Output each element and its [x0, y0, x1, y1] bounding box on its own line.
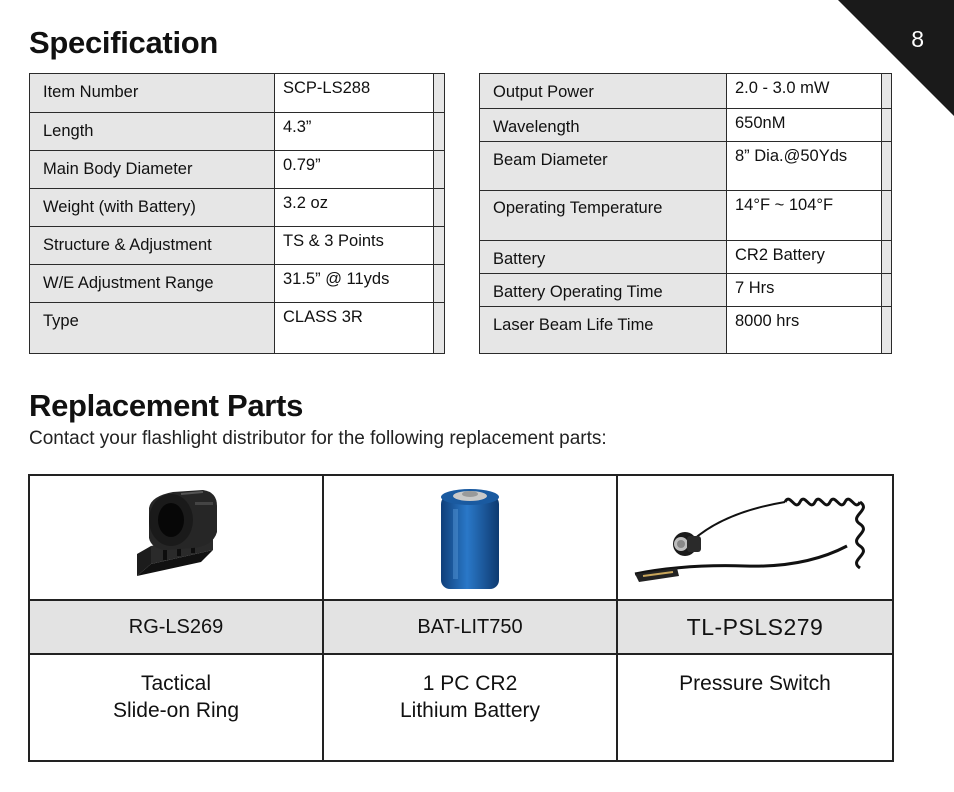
pressure-switch-image: [625, 488, 885, 588]
spec-value: 14°F ~ 104°F: [727, 191, 882, 241]
spec-value: CLASS 3R: [275, 303, 434, 354]
spec-cell-edge: [882, 307, 892, 354]
spec-cell-edge: [434, 74, 445, 113]
spec-value: CR2 Battery: [727, 241, 882, 274]
part-description-line: Slide-on Ring: [112, 699, 240, 722]
spec-label: Weight (with Battery): [30, 189, 275, 227]
spec-table-right: [479, 73, 892, 354]
spec-label: Item Number: [30, 74, 275, 113]
replacement-parts-title: Replacement Parts: [29, 388, 304, 423]
spec-label: W/E Adjustment Range: [30, 265, 275, 303]
spec-row: [480, 142, 892, 191]
slide-on-ring-image: [121, 488, 231, 588]
specification-title: Specification: [29, 25, 219, 60]
page-number: 8: [911, 26, 924, 52]
spec-row: [30, 303, 445, 354]
spec-value: 7 Hrs: [727, 274, 882, 307]
spec-label: Operating Temperature: [480, 191, 727, 241]
part-description-line: Lithium Battery: [399, 699, 541, 722]
spec-label: Battery Operating Time: [480, 274, 727, 307]
part-description: [323, 654, 617, 761]
part-description-line: Tactical: [140, 672, 212, 695]
spec-label: Battery: [480, 241, 727, 274]
spec-value: 31.5” @ 11yds: [275, 265, 434, 303]
spec-cell-edge: [882, 109, 892, 142]
part-description: [617, 654, 893, 761]
spec-row: [30, 74, 445, 113]
part-description-line: Pressure Switch: [679, 672, 831, 695]
spec-value: 3.2 oz: [275, 189, 434, 227]
replacement-parts-table: [28, 474, 894, 762]
spec-value: 8” Dia.@50Yds: [727, 142, 882, 191]
spec-cell-edge: [882, 191, 892, 241]
spec-cell-edge: [434, 189, 445, 227]
spec-label: Length: [30, 113, 275, 151]
part-code: TL-PSLS279: [617, 600, 893, 654]
spec-label: Structure & Adjustment: [30, 227, 275, 265]
spec-cell-edge: [882, 142, 892, 191]
spec-row: [480, 307, 892, 354]
spec-value: 650nM: [727, 109, 882, 142]
spec-row: [480, 191, 892, 241]
spec-value: SCP-LS288: [275, 74, 434, 113]
spec-row: [480, 74, 892, 109]
spec-row: [30, 265, 445, 303]
part-code: BAT-LIT750: [323, 600, 617, 654]
part-code: RG-LS269: [29, 600, 323, 654]
part-image-cell: [617, 475, 893, 600]
spec-cell-edge: [882, 274, 892, 307]
spec-value: 2.0 - 3.0 mW: [727, 74, 882, 109]
spec-cell-edge: [434, 151, 445, 189]
cr2-battery-image: [435, 483, 505, 593]
spec-table-left: [29, 73, 445, 354]
spec-cell-edge: [882, 74, 892, 109]
spec-cell-edge: [882, 241, 892, 274]
spec-value: TS & 3 Points: [275, 227, 434, 265]
spec-cell-edge: [434, 227, 445, 265]
replacement-parts-subtitle: Contact your flashlight distributor for the following replacement parts:: [29, 428, 607, 449]
spec-value: 4.3”: [275, 113, 434, 151]
part-description: [29, 654, 323, 761]
spec-cell-edge: [434, 265, 445, 303]
part-image-cell: [323, 475, 617, 600]
spec-row: [30, 227, 445, 265]
spec-label: Laser Beam Life Time: [480, 307, 727, 354]
spec-label: Wavelength: [480, 109, 727, 142]
spec-cell-edge: [434, 113, 445, 151]
spec-value: 8000 hrs: [727, 307, 882, 354]
spec-row: [480, 241, 892, 274]
spec-row: [30, 151, 445, 189]
spec-label: Output Power: [480, 74, 727, 109]
part-image-cell: [29, 475, 323, 600]
spec-label: Main Body Diameter: [30, 151, 275, 189]
part-description-line: 1 PC CR2: [422, 672, 518, 695]
spec-label: Beam Diameter: [480, 142, 727, 191]
parts-image-row: [29, 475, 893, 600]
parts-description-row: [29, 654, 893, 761]
spec-cell-edge: [434, 303, 445, 354]
spec-row: [30, 113, 445, 151]
spec-value: 0.79”: [275, 151, 434, 189]
spec-label: Type: [30, 303, 275, 354]
spec-row: [30, 189, 445, 227]
spec-row: [480, 109, 892, 142]
parts-code-row: [29, 600, 893, 654]
spec-row: [480, 274, 892, 307]
